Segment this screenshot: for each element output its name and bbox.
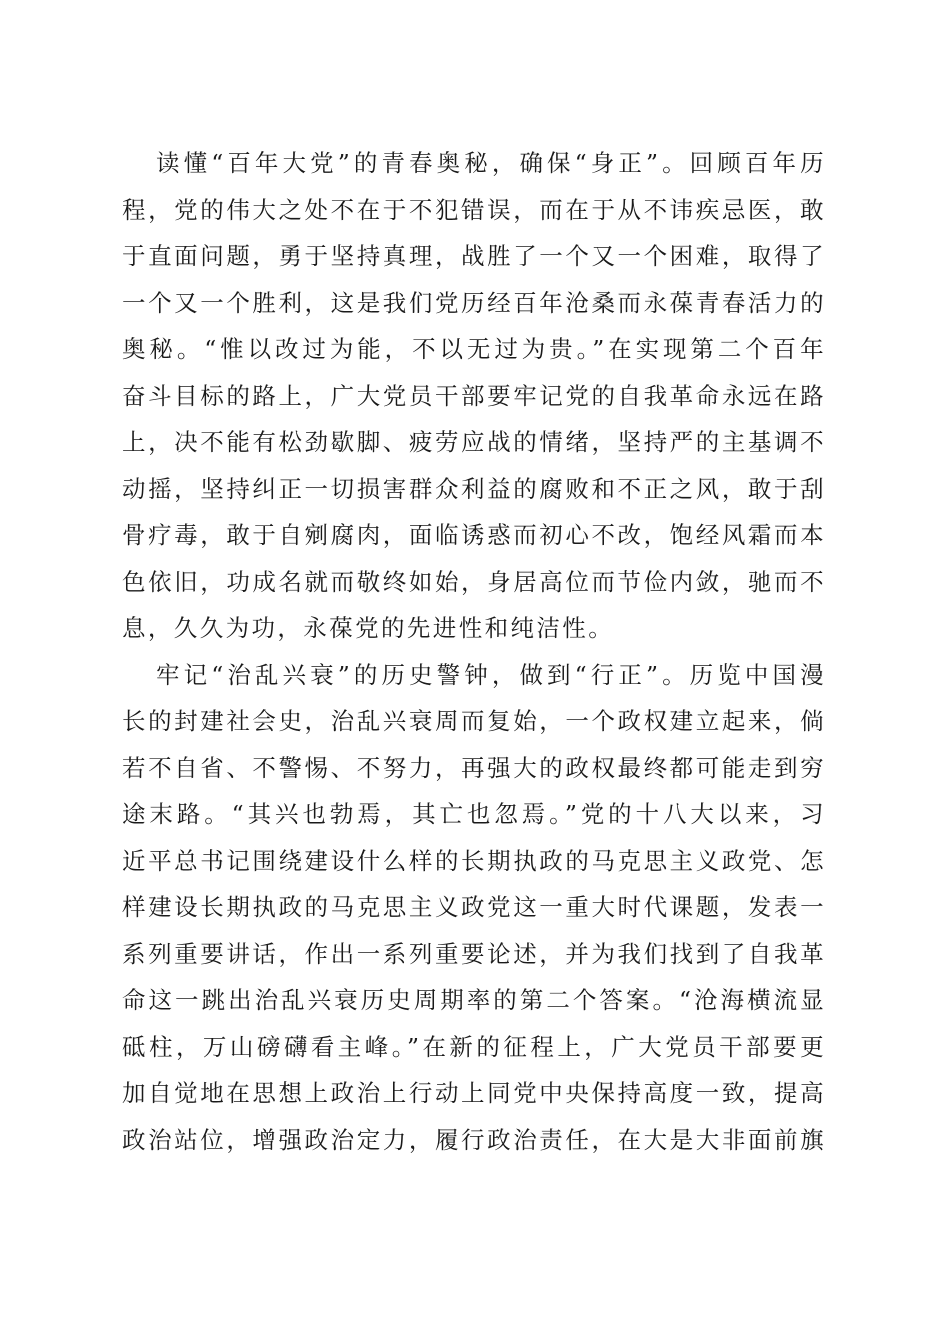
text-line: 途末路。“其兴也勃焉，其亡也忽焉。”党的十八大以来，习 [122, 800, 826, 828]
text-line: 若不自省、不警惕、不努力，再强大的政权最终都可能走到穷 [122, 753, 826, 782]
text-line: 奋斗目标的路上，广大党员干部要牢记党的自我革命永远在路 [122, 381, 826, 410]
text-line: 上，决不能有松劲歇脚、疲劳应战的情绪，坚持严的主基调不 [122, 428, 826, 456]
text-line: 牢记“治乱兴衰”的历史警钟，做到“行正”。历览中国漫 [156, 660, 826, 689]
text-line: 一个又一个胜利，这是我们党历经百年沧桑而永葆青春活力的 [122, 288, 826, 317]
text-line: 砥柱，万山磅礴看主峰。”在新的征程上，广大党员干部要更 [122, 1032, 826, 1061]
text-line: 程，党的伟大之处不在于不犯错误，而在于从不讳疾忌医，敢 [122, 195, 826, 224]
text-line: 奥秘。“惟以改过为能，不以无过为贵。”在实现第二个百年 [122, 335, 826, 363]
text-line: 加自觉地在思想上政治上行动上同党中央保持高度一致，提高 [122, 1079, 826, 1107]
document-body [122, 140, 826, 1163]
text-line: 近平总书记围绕建设什么样的长期执政的马克思主义政党、怎 [122, 846, 826, 875]
text-line: 样建设长期执政的马克思主义政党这一重大时代课题，发表一 [122, 893, 826, 921]
text-line: 政治站位，增强政治定力，履行政治责任，在大是大非面前旗 [122, 1125, 826, 1154]
text-line: 骨疗毒，敢于自剜腐肉，面临诱惑而初心不改，饱经风霜而本 [122, 521, 826, 549]
paragraph-2 [122, 652, 826, 1164]
text-line: 色依旧，功成名就而敬终如始，身居高位而节俭内敛，驰而不 [122, 567, 826, 596]
text-line: 命这一跳出治乱兴衰历史周期率的第二个答案。“沧海横流显 [122, 986, 826, 1014]
text-line: 长的封建社会史，治乱兴衰周而复始，一个政权建立起来，倘 [122, 707, 826, 735]
text-line: 系列重要讲话，作出一系列重要论述，并为我们找到了自我革 [122, 939, 826, 968]
text-line: 动摇，坚持纠正一切损害群众利益的腐败和不正之风，敢于刮 [122, 474, 826, 503]
text-line: 于直面问题，勇于坚持真理，战胜了一个又一个困难，取得了 [122, 242, 826, 270]
paragraph-1 [122, 140, 826, 652]
text-line: 息，久久为功，永葆党的先进性和纯洁性。 [122, 614, 615, 642]
text-line: 读懂“百年大党”的青春奥秘，确保“身正”。回顾百年历 [156, 149, 826, 177]
